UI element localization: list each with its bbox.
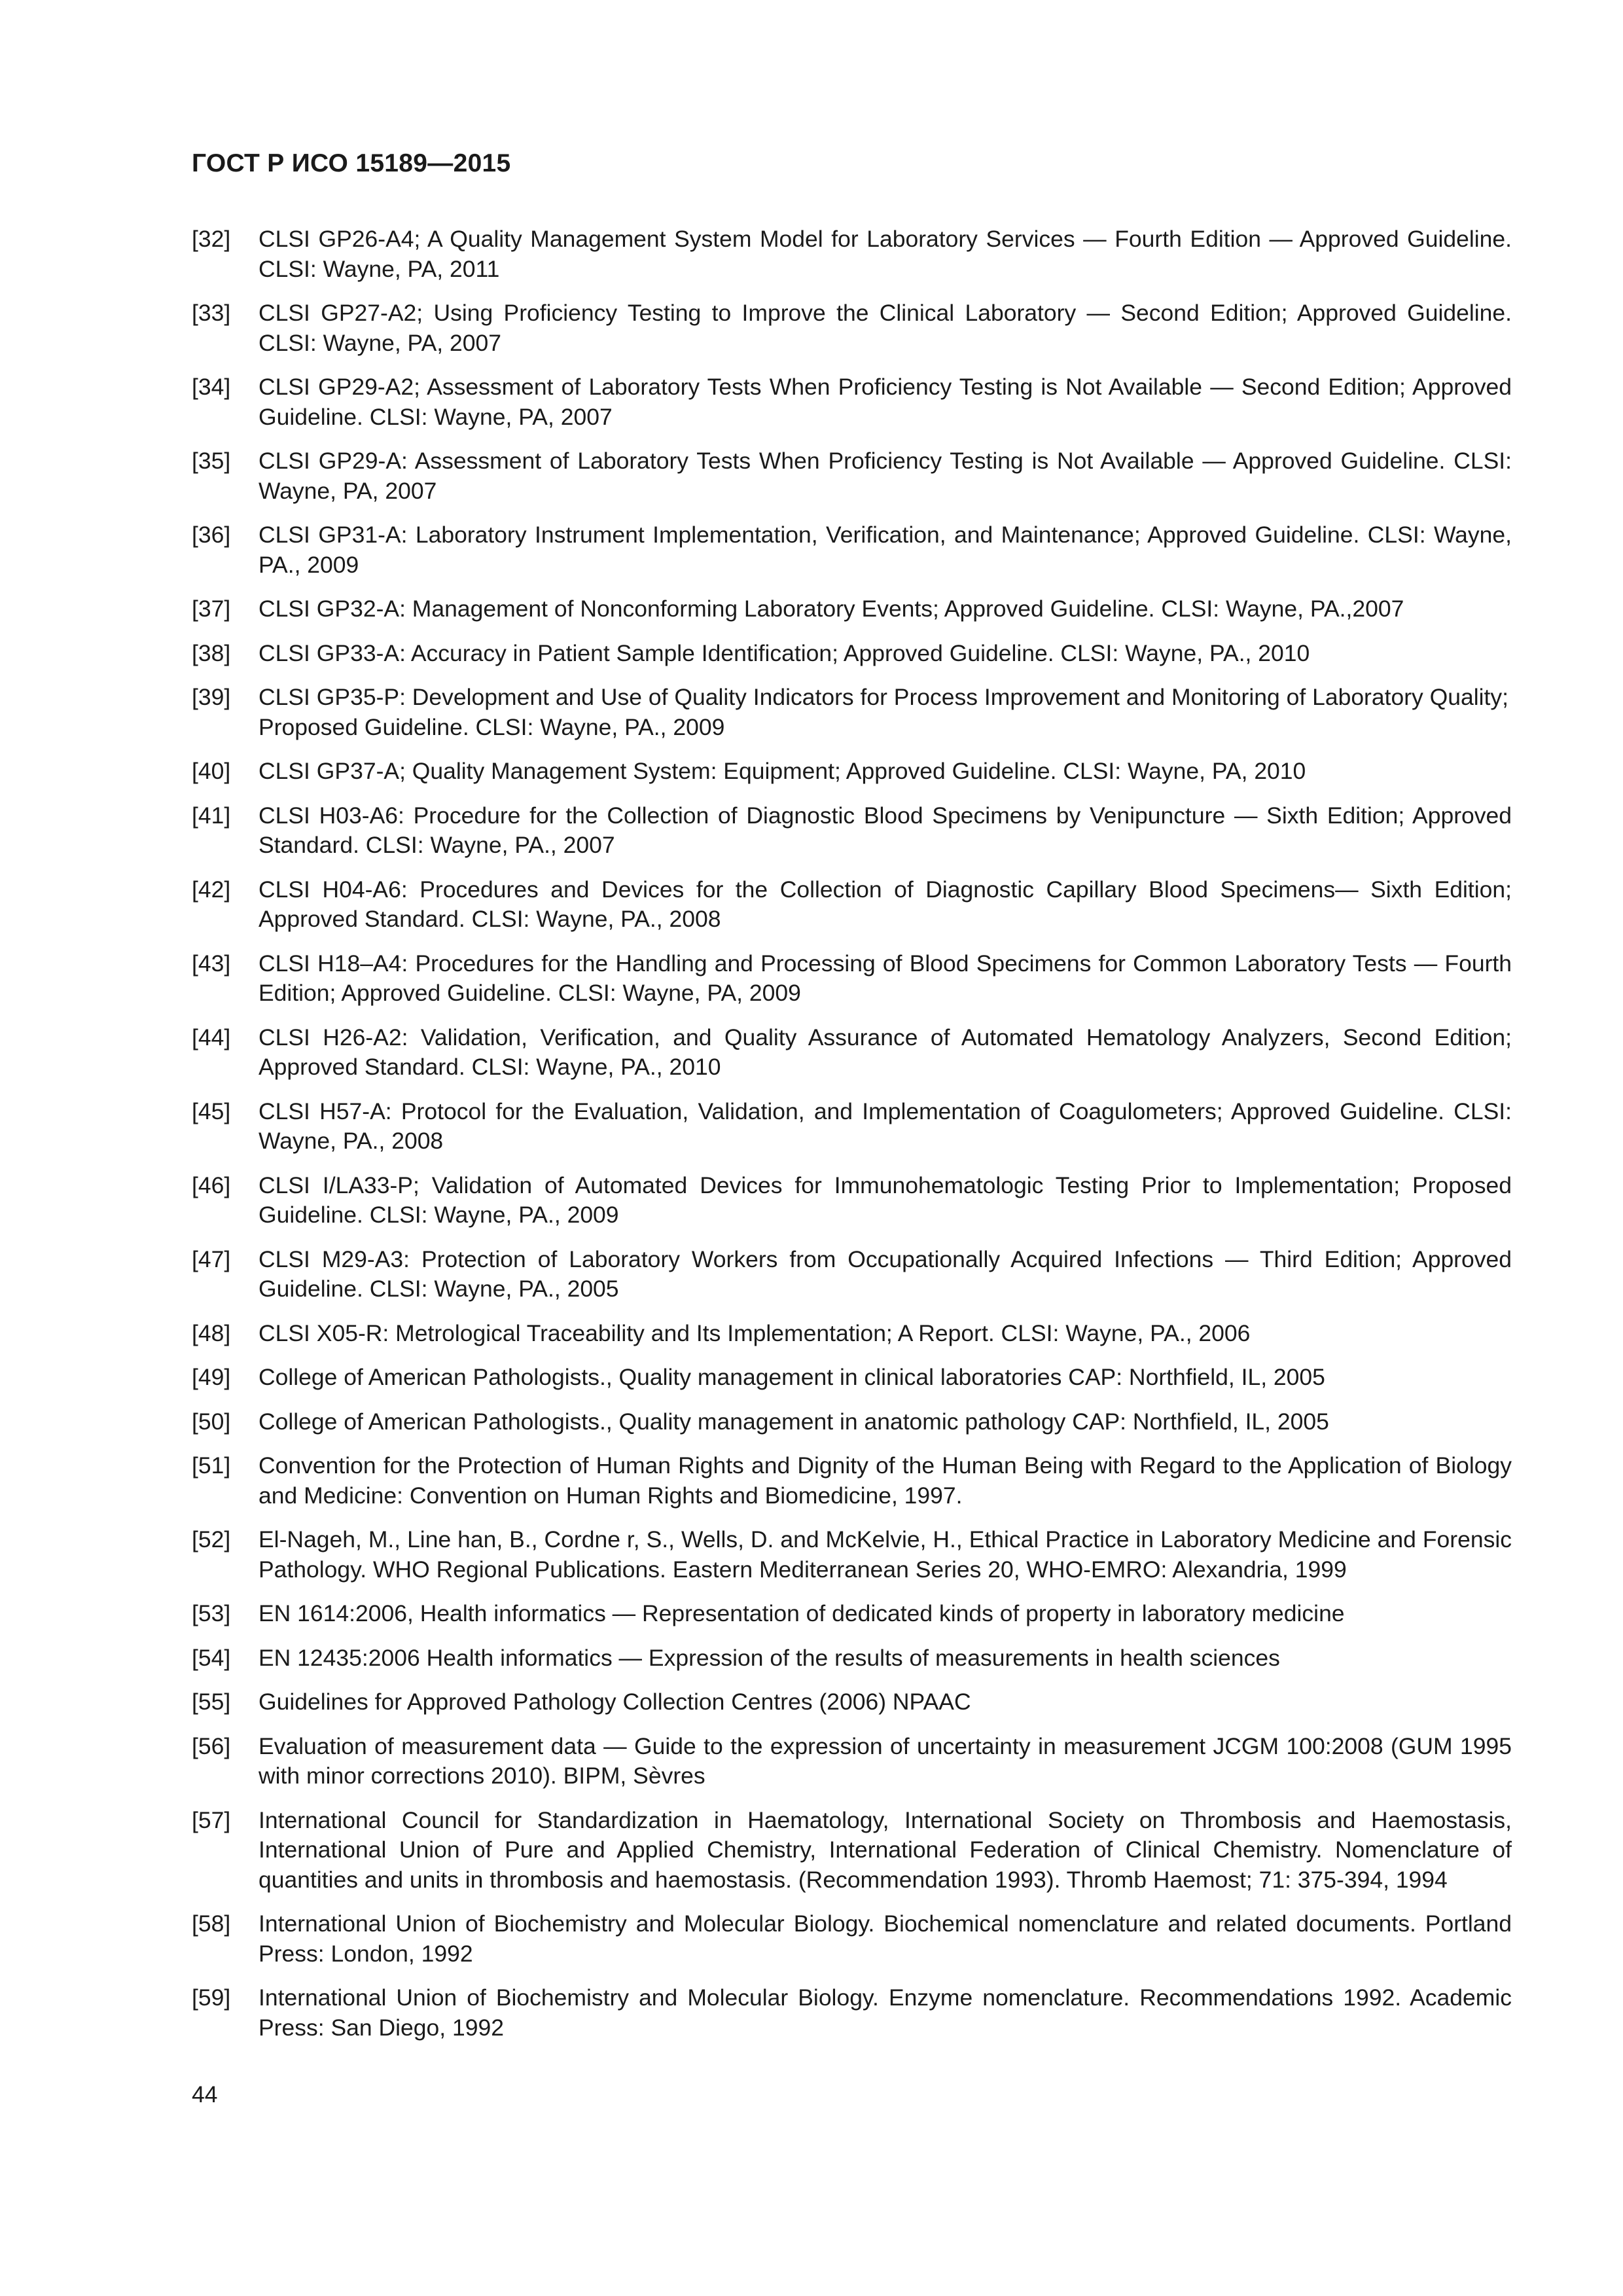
reference-number: [46]	[192, 1172, 231, 1198]
reference-item	[192, 594, 1512, 624]
reference-number: [41]	[192, 802, 231, 829]
reference-text: CLSI H26-A2: Validation, Verification, and Quality Assurance of Automated Hematology Analyzers, Second Edition; Approved Standard. CLSI: Wayne, PA., 2010	[259, 1024, 1512, 1080]
reference-text: CLSI GP31-A: Laboratory Instrument Implementation, Verification, and Maintenance; Approved Guideline. CLSI: Wayne, PA., 2009	[259, 522, 1512, 578]
reference-text: Evaluation of measurement data — Guide to the expression of uncertainty in measurement JCGM 100:2008 (GUM 1995 with minor corrections 2010). BIPM, Sèvres	[259, 1732, 1512, 1789]
reference-number: [58]	[192, 1910, 231, 1937]
reference-text: EN 1614:2006, Health informatics — Representation of dedicated kinds of property in laboratory medicine	[259, 1600, 1345, 1626]
reference-text: CLSI X05-R: Metrological Traceability and Its Implementation; A Report. CLSI: Wayne, PA., 2006	[259, 1319, 1251, 1346]
reference-number: [48]	[192, 1319, 231, 1346]
reference-item	[192, 1451, 1512, 1511]
reference-number: [51]	[192, 1452, 231, 1479]
reference-number: [55]	[192, 1689, 231, 1715]
reference-number: [57]	[192, 1806, 231, 1833]
reference-item	[192, 224, 1512, 284]
reference-item	[192, 1171, 1512, 1230]
reference-number: [34]	[192, 374, 231, 400]
reference-text: International Council for Standardization in Haematology, International Society on Thrombosis and Haemostasis, International Union of Pure and Applied Chemistry, International Federation of Clinical Chemistry. Nomenclature of quantities and units in thrombosis and haemostasis. (Recommendation 1993). Thromb Haemost; 71: 375-394, 1994	[259, 1806, 1512, 1893]
reference-text: CLSI GP29-A: Assessment of Laboratory Tests When Proficiency Testing is Not Available — Approved Guideline. CLSI: Wayne, PA, 2007	[259, 448, 1512, 504]
reference-number: [44]	[192, 1024, 231, 1050]
reference-item	[192, 801, 1512, 861]
reference-number: [42]	[192, 876, 231, 903]
reference-text: CLSI GP29-A2; Assessment of Laboratory Tests When Proficiency Testing is Not Available — Second Edition; Approved Guideline. CLSI: Wayne, PA, 2007	[259, 374, 1512, 430]
reference-text: Guidelines for Approved Pathology Collection Centres (2006) NPAAC	[259, 1689, 971, 1715]
reference-number: [45]	[192, 1098, 231, 1124]
reference-item	[192, 875, 1512, 935]
reference-item	[192, 1909, 1512, 1969]
reference-item	[192, 1599, 1512, 1629]
reference-item	[192, 1732, 1512, 1791]
reference-item	[192, 520, 1512, 580]
reference-text: College of American Pathologists., Quality management in clinical laboratories CAP: Northfield, IL, 2005	[259, 1364, 1325, 1390]
reference-item	[192, 757, 1512, 787]
reference-text: CLSI GP32-A: Management of Nonconforming Laboratory Events; Approved Guideline. CLSI: Wayne, PA.,2007	[259, 596, 1404, 622]
reference-item	[192, 298, 1512, 358]
reference-item	[192, 446, 1512, 506]
reference-text: CLSI GP27-A2; Using Proficiency Testing to Improve the Clinical Laboratory — Second Edition; Approved Guideline. CLSI: Wayne, PA, 2007	[259, 300, 1512, 356]
reference-item	[192, 639, 1512, 669]
reference-number: [52]	[192, 1526, 231, 1552]
reference-number: [32]	[192, 226, 231, 252]
reference-text: International Union of Biochemistry and Molecular Biology. Biochemical nomenclature and related documents. Portland Press: London, 1992	[259, 1910, 1512, 1967]
reference-number: [37]	[192, 596, 231, 622]
reference-text: CLSI H03-A6: Procedure for the Collection of Diagnostic Blood Specimens by Venipuncture — Sixth Edition; Approved Standard. CLSI: Wayne, PA., 2007	[259, 802, 1512, 858]
reference-text: CLSI I/LA33-P; Validation of Automated Devices for Immunohematologic Testing Prior to Implementation; Proposed Guideline. CLSI: Wayne, PA., 2009	[259, 1172, 1512, 1228]
reference-number: [39]	[192, 684, 231, 710]
reference-text: CLSI H18–A4: Procedures for the Handling and Processing of Blood Specimens for Common Laboratory Tests — Fourth Edition; Approved Guideline. CLSI: Wayne, PA, 2009	[259, 950, 1512, 1006]
reference-text: College of American Pathologists., Quality management in anatomic pathology CAP: Northfield, IL, 2005	[259, 1408, 1329, 1435]
reference-number: [35]	[192, 448, 231, 474]
reference-number: [47]	[192, 1246, 231, 1272]
reference-item	[192, 372, 1512, 432]
reference-item	[192, 1363, 1512, 1393]
reference-text: CLSI GP35-P: Development and Use of Quality Indicators for Process Improvement and Monitoring of Laboratory Quality; Proposed Guideline. CLSI: Wayne, PA., 2009	[259, 684, 1509, 740]
reference-number: [50]	[192, 1408, 231, 1435]
reference-item	[192, 949, 1512, 1009]
reference-text: CLSI GP33-A: Accuracy in Patient Sample Identification; Approved Guideline. CLSI: Wayne, PA., 2010	[259, 639, 1310, 666]
reference-text: EN 12435:2006 Health informatics — Expression of the results of measurements in health sciences	[259, 1644, 1280, 1671]
reference-text: CLSI H57-A: Protocol for the Evaluation, Validation, and Implementation of Coagulometers; Approved Guideline. CLSI: Wayne, PA., 2008	[259, 1098, 1512, 1154]
reference-text: CLSI GP26-A4; A Quality Management System Model for Laboratory Services — Fourth Edition — Approved Guideline. CLSI: Wayne, PA, 2011	[259, 226, 1512, 282]
reference-item	[192, 1023, 1512, 1083]
reference-item	[192, 1806, 1512, 1895]
reference-text: CLSI H04-A6: Procedures and Devices for the Collection of Diagnostic Capillary Blood Specimens— Sixth Edition; Approved Standard. CLSI: Wayne, PA., 2008	[259, 876, 1512, 932]
document-header-title: ГОСТ Р ИСО 15189—2015	[192, 149, 511, 177]
reference-number: [36]	[192, 522, 231, 548]
reference-number: [38]	[192, 639, 231, 666]
reference-item	[192, 1097, 1512, 1157]
reference-item	[192, 1983, 1512, 2043]
reference-text: Convention for the Protection of Human Rights and Dignity of the Human Being with Regard to the Application of Biology and Medicine: Convention on Human Rights and Biomedicine, 1997.	[259, 1452, 1512, 1509]
reference-number: [53]	[192, 1600, 231, 1626]
reference-number: [56]	[192, 1732, 231, 1759]
reference-text: International Union of Biochemistry and Molecular Biology. Enzyme nomenclature. Recommendations 1992. Academic Press: San Diego, 1992	[259, 1984, 1512, 2041]
reference-number: [40]	[192, 758, 231, 784]
reference-number: [49]	[192, 1364, 231, 1390]
reference-number: [54]	[192, 1644, 231, 1671]
reference-text: CLSI GP37-A; Quality Management System: Equipment; Approved Guideline. CLSI: Wayne, PA, 2010	[259, 758, 1306, 784]
reference-item	[192, 683, 1512, 742]
reference-item	[192, 1407, 1512, 1437]
reference-item	[192, 1319, 1512, 1349]
reference-text: CLSI M29-A3: Protection of Laboratory Workers from Occupationally Acquired Infections — Third Edition; Approved Guideline. CLSI: Wayne, PA., 2005	[259, 1246, 1512, 1302]
page-number: 44	[192, 2081, 218, 2108]
reference-item	[192, 1687, 1512, 1717]
reference-item	[192, 1643, 1512, 1674]
reference-number: [43]	[192, 950, 231, 977]
reference-item	[192, 1525, 1512, 1585]
reference-text: El-Nageh, M., Line han, B., Cordne r, S., Wells, D. and McKelvie, H., Ethical Practice in Laboratory Medicine and Forensic Pathology. WHO Regional Publications. Eastern Mediterranean Series 20, WHO-EMRO: Alexandria, 1999	[259, 1526, 1512, 1583]
reference-number: [59]	[192, 1984, 231, 2011]
reference-list	[192, 224, 1512, 2057]
reference-item	[192, 1245, 1512, 1304]
reference-number: [33]	[192, 300, 231, 326]
